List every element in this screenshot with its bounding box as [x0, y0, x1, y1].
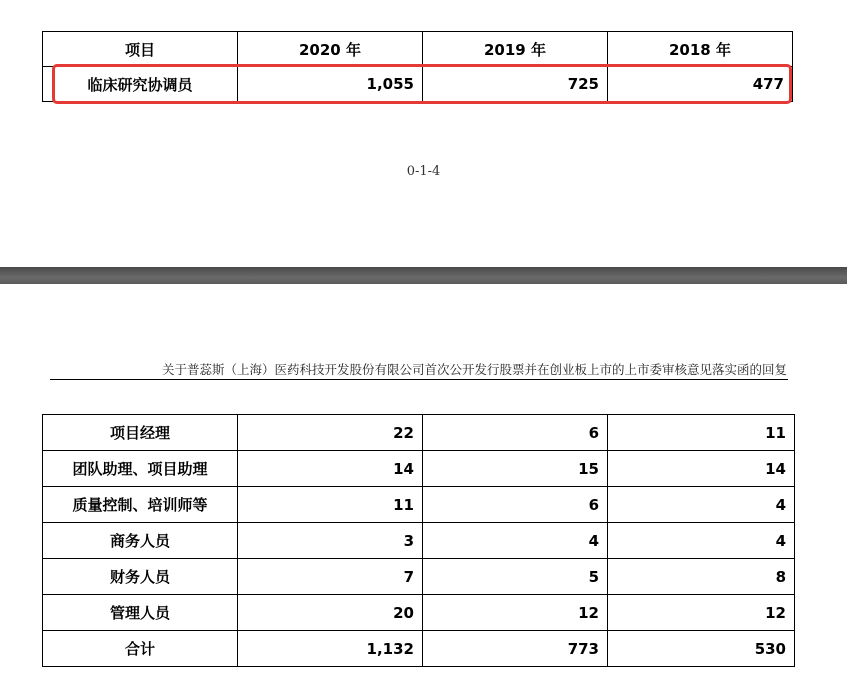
- table-row: [43, 451, 795, 487]
- row-label: 合计: [43, 631, 238, 667]
- header-2019: 2019 年: [423, 32, 608, 67]
- cell-2019: 5: [423, 559, 608, 595]
- cell-2018: 12: [608, 595, 795, 631]
- header-2020: 2020 年: [238, 32, 423, 67]
- cell-2020: 7: [238, 559, 423, 595]
- cell-2018: 4: [608, 487, 795, 523]
- cell-2018: 530: [608, 631, 795, 667]
- headcount-table-bottom: [42, 414, 795, 667]
- header-item: 项目: [43, 32, 238, 67]
- cell-2018: 8: [608, 559, 795, 595]
- table-row: [43, 595, 795, 631]
- cell-2018: 11: [608, 415, 795, 451]
- row-label: 商务人员: [43, 523, 238, 559]
- row-label: 管理人员: [43, 595, 238, 631]
- cell-2019: 4: [423, 523, 608, 559]
- cell-2020: 11: [238, 487, 423, 523]
- cell-2019: 773: [423, 631, 608, 667]
- table-row: [43, 559, 795, 595]
- cell-2019: 6: [423, 415, 608, 451]
- table-row: [43, 487, 795, 523]
- table-header-row: [43, 32, 793, 67]
- cell-2020: 1,132: [238, 631, 423, 667]
- row-label: 财务人员: [43, 559, 238, 595]
- row-label: 项目经理: [43, 415, 238, 451]
- cell-2020: 3: [238, 523, 423, 559]
- cell-2018: 4: [608, 523, 795, 559]
- row-label: 临床研究协调员: [43, 67, 238, 102]
- header-rule: [50, 379, 788, 380]
- cell-2019: 15: [423, 451, 608, 487]
- cell-2020: 22: [238, 415, 423, 451]
- table-row: [43, 415, 795, 451]
- running-header: 关于普蕊斯（上海）医药科技开发股份有限公司首次公开发行股票并在创业板上市的上市委审核意见落实函的回复: [161, 362, 787, 377]
- cell-2020: 1,055: [238, 67, 423, 102]
- table-row: [43, 631, 795, 667]
- cell-2020: 20: [238, 595, 423, 631]
- header-2018: 2018 年: [608, 32, 793, 67]
- table-row: [43, 523, 795, 559]
- page-separator: [0, 267, 847, 284]
- table-row: [43, 67, 793, 102]
- cell-2019: 6: [423, 487, 608, 523]
- cell-2020: 14: [238, 451, 423, 487]
- page-number: 0-1-4: [406, 164, 441, 179]
- cell-2018: 477: [608, 67, 793, 102]
- headcount-table-top: [42, 31, 793, 102]
- row-label: 团队助理、项目助理: [43, 451, 238, 487]
- cell-2018: 14: [608, 451, 795, 487]
- cell-2019: 725: [423, 67, 608, 102]
- cell-2019: 12: [423, 595, 608, 631]
- row-label: 质量控制、培训师等: [43, 487, 238, 523]
